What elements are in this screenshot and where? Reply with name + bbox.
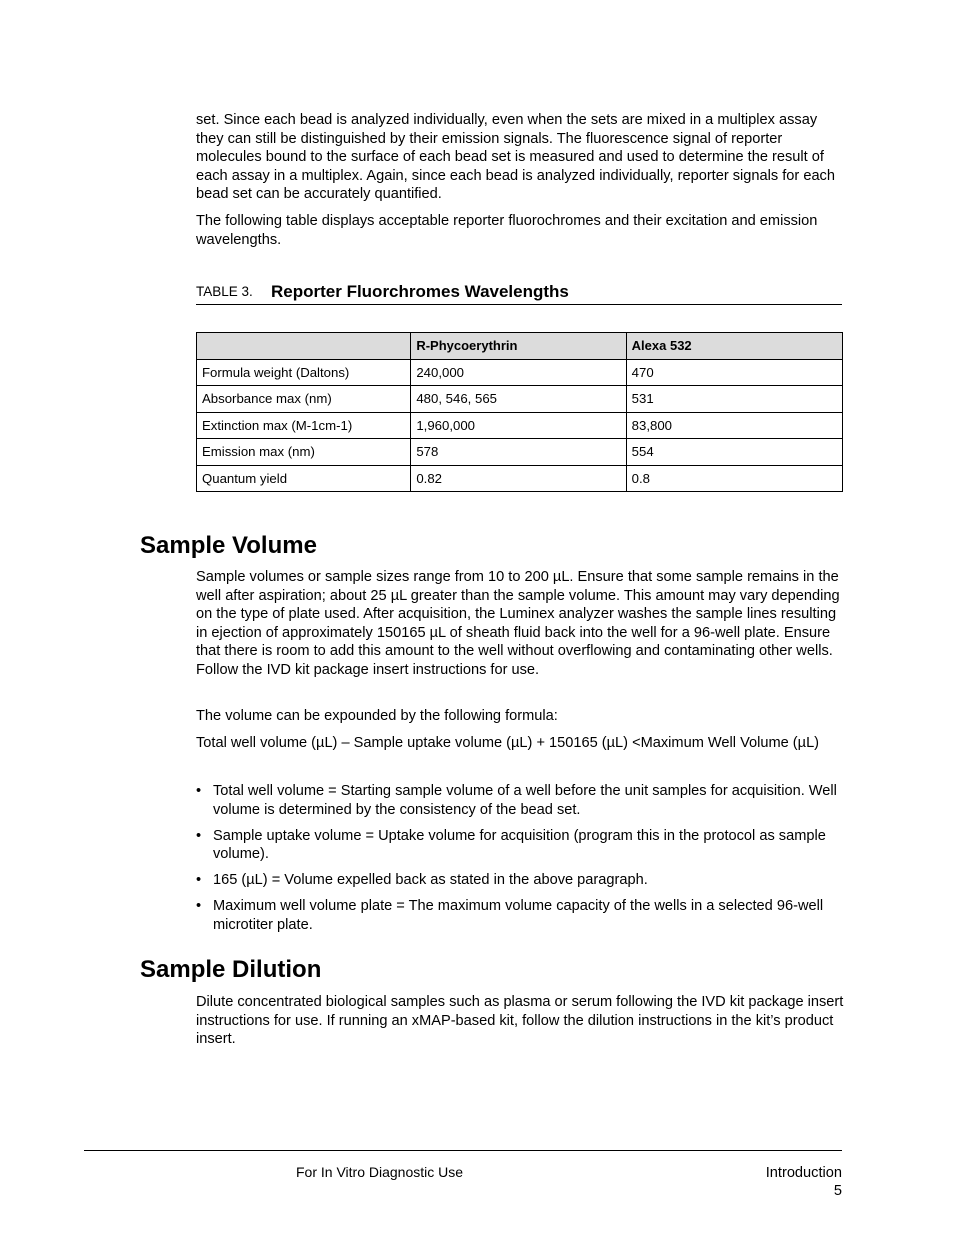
sample-dilution-heading: Sample Dilution bbox=[140, 956, 322, 983]
list-item: • Maximum well volume plate = The maximum volume capacity of the wells in a selected 96-well microtiter plate. bbox=[196, 897, 846, 934]
table-caption bbox=[196, 280, 842, 305]
footer-usage-note: For In Vitro Diagnostic Use bbox=[296, 1164, 464, 1180]
fluorochrome-table bbox=[196, 332, 843, 492]
sample-volume-bullet-list bbox=[196, 782, 846, 942]
sample-volume-heading: Sample Volume bbox=[140, 532, 317, 559]
table-cell: Quantum yield bbox=[197, 465, 411, 492]
table-header-row bbox=[197, 333, 843, 360]
table-cell: 480, 546, 565 bbox=[411, 386, 626, 413]
table-cell: 554 bbox=[626, 439, 842, 466]
table-cell: Absorbance max (nm) bbox=[197, 386, 411, 413]
footer-page-number: 5 bbox=[833, 1183, 842, 1199]
table-row bbox=[197, 412, 843, 439]
list-item: • Total well volume = Starting sample volume of a well before the unit samples for acquisition. Well volume is determined by the consistency of the bead set. bbox=[196, 782, 846, 819]
sample-dilution-paragraph: Dilute concentrated biological samples such as plasma or serum following the IVD kit package insert instructions for use. If running an xMAP-based kit, follow the dilution instructions in the kit’s product insert. bbox=[196, 994, 844, 1048]
table-header-cell bbox=[197, 333, 411, 360]
footer-divider bbox=[84, 1150, 842, 1151]
table-header-cell: Alexa 532 bbox=[626, 333, 842, 360]
footer-page-info bbox=[766, 1164, 842, 1200]
table-header-cell: R-Phycoerythrin bbox=[411, 333, 626, 360]
table-label: TABLE 3. bbox=[196, 284, 253, 299]
table-cell: 531 bbox=[626, 386, 842, 413]
table-cell: 0.82 bbox=[411, 465, 626, 492]
table-cell: 83,800 bbox=[626, 412, 842, 439]
table-cell: 0.8 bbox=[626, 465, 842, 492]
list-item: • 165 (µL) = Volume expelled back as stated in the above paragraph. bbox=[196, 871, 846, 890]
table-row bbox=[197, 439, 843, 466]
table-cell: 470 bbox=[626, 359, 842, 386]
table-row bbox=[197, 359, 843, 386]
table-cell: 1,960,000 bbox=[411, 412, 626, 439]
sample-volume-paragraph-2: The volume can be expounded by the following formula: bbox=[196, 708, 558, 724]
table-cell: Extinction max (M-1cm-1) bbox=[197, 412, 411, 439]
table-cell: 240,000 bbox=[411, 359, 626, 386]
table-title: Reporter Fluorchromes Wavelengths bbox=[271, 282, 569, 301]
table-row bbox=[197, 386, 843, 413]
table-cell: Formula weight (Daltons) bbox=[197, 359, 411, 386]
sample-volume-paragraph-1: Sample volumes or sample sizes range from 10 to 200 µL. Ensure that some sample remains in the well after aspiration; about 25 µL greater than the sample volume. This amount may vary depending on the type of plate used. After acquisition, the Luminex analyzer washes the sample lines resulting in ejection of approximately 150165 µL of sheath fluid back into the well for a 96-well plate. Ensure that there is room to add this amount to the well without overflowing and contaminating other wells. Follow the IVD kit package insert instructions for use. bbox=[196, 569, 840, 678]
table-cell: Emission max (nm) bbox=[197, 439, 411, 466]
footer-section-name: Introduction bbox=[765, 1165, 842, 1181]
table-cell: 578 bbox=[411, 439, 626, 466]
list-item: • Sample uptake volume = Uptake volume for acquisition (program this in the protocol as sample volume). bbox=[196, 827, 846, 864]
intro-paragraph-1: set. Since each bead is analyzed individually, even when the sets are mixed in a multiplex assay they can still be distinguished by their emission signals. The fluorescence signal of reporter molecules bound to the surface of each bead set is measured and used to determine the result of each assay in a multiplex. Again, since each bead is analyzed individually, reporter signals for each bead set can be accurately quantified. bbox=[196, 112, 835, 203]
sample-volume-formula: Total well volume (µL) – Sample uptake volume (µL) + 150165 (µL) <Maximum Well Volume (µL) bbox=[196, 735, 820, 751]
intro-paragraph-2: The following table displays acceptable reporter fluorochromes and their excitation and emission wavelengths. bbox=[196, 213, 818, 248]
table-row bbox=[197, 465, 843, 492]
